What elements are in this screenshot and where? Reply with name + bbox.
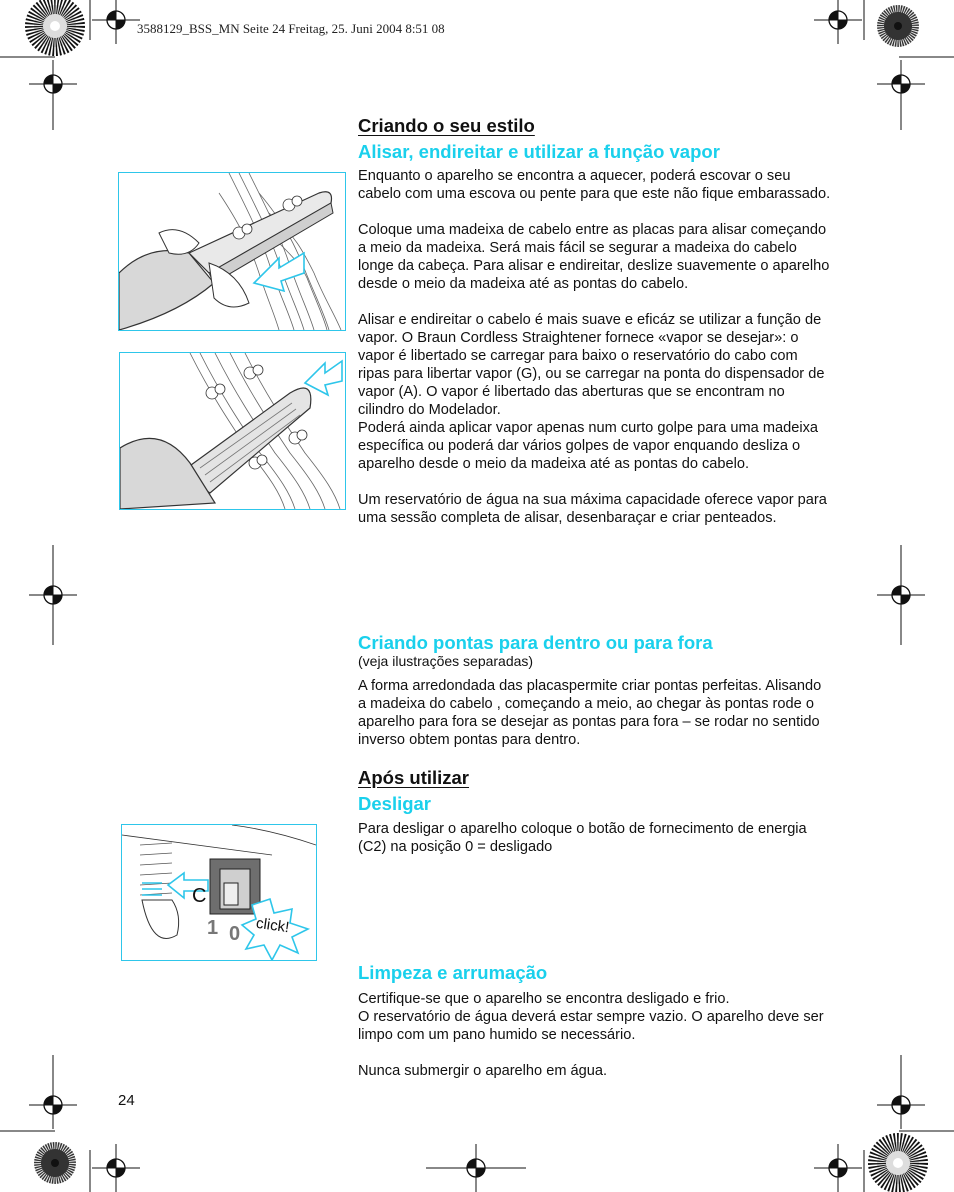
registration-wheel-bottom-left-icon bbox=[34, 1142, 76, 1184]
heading-straighten: Alisar, endireitar e utilizar a função vapor bbox=[358, 141, 720, 162]
paragraph: Um reservatório de água na sua máxima capacidade oferece vapor para uma sessão completa de alisar, desenbaraçar e criar penteados. bbox=[358, 492, 827, 526]
paragraph: Enquanto o aparelho se encontra a aquecer, poderá escovar o seu cabelo com uma escova ou pente para que este não fique embarassado. bbox=[358, 168, 831, 202]
off-text: Para desligar o aparelho coloque o botão de fornecimento de energia (C2) na posição 0 = desligado bbox=[358, 821, 807, 855]
illustration-switch-off bbox=[121, 824, 317, 961]
paragraph: Alisar e endireitar o cabelo é mais suave e eficáz se utilizar a função de vapor. O Braun Cordless Straightener fornece «vapor se desejar»: o vapor é libertado se carregar para baixo o reservatório do cabo com ripas para libertar vapor (G), ou se carregar na ponta do dispensador de vapor (A). O vapor é libertado das aberturas que se encontram no cilindro do Modelador. bbox=[358, 312, 825, 418]
heading-off: Desligar bbox=[358, 793, 432, 814]
section-title-after: Após utilizar bbox=[358, 767, 470, 788]
illustration-steam bbox=[119, 352, 346, 510]
paragraph: O reservatório de água deverá estar sempre vazio. O aparelho deve ser limpo com um pano humido se necessário. bbox=[358, 1009, 824, 1043]
paragraph: Coloque uma madeixa de cabelo entre as placas para alisar começando a meio da madeixa. Será mais fácil se segurar a madeixa do cabelo longe da cabeça. Para alisar e endireitar, deslize suavemente o aparelho desde o meio da madeixa até as pontas do cabelo. bbox=[358, 222, 830, 292]
straighten-text bbox=[358, 167, 833, 527]
heading-tips: Criando pontas para dentro ou para fora bbox=[358, 632, 713, 653]
paragraph: Nunca submergir o aparelho em água. bbox=[358, 1063, 608, 1079]
heading-clean: Limpeza e arrumação bbox=[358, 962, 548, 983]
illustration-straightening bbox=[118, 172, 346, 331]
switch-position-1: 1 bbox=[207, 917, 219, 939]
paragraph: Certifique-se que o aparelho se encontra desligado e frio. bbox=[358, 991, 730, 1007]
registration-wheel-top-left-icon bbox=[34, 5, 76, 47]
clean-text bbox=[358, 990, 833, 1080]
registration-wheel-bottom-right-icon bbox=[877, 1142, 919, 1184]
print-header: 3588129_BSS_MN Seite 24 Freitag, 25. Juni 2004 8:51 08 bbox=[137, 21, 445, 36]
registration-mark-icon bbox=[92, 1144, 140, 1192]
steam-illustration-icon bbox=[120, 353, 345, 509]
figure-letter: C bbox=[192, 885, 207, 907]
page-number: 24 bbox=[118, 1092, 135, 1109]
switch-illustration-icon bbox=[122, 825, 316, 960]
registration-wheel-top-right-icon bbox=[877, 5, 919, 47]
registration-mark-icon bbox=[92, 0, 140, 44]
straightener-illustration-icon bbox=[119, 173, 345, 330]
tips-note: (veja ilustrações separadas) bbox=[358, 653, 534, 669]
section-title-style: Criando o seu estilo bbox=[358, 115, 535, 136]
registration-mark-icon bbox=[814, 0, 862, 44]
tips-text: A forma arredondada das placaspermite criar pontas perfeitas. Alisando a madeixa do cabelo , começando a meio, ao chegar às pontas rode o aparelho para fora se desejar as pontas para fora – se rodar no sentido inverso obtem pontas para dentro. bbox=[358, 678, 822, 748]
paragraph: Poderá ainda aplicar vapor apenas num curto golpe para uma madeixa específica ou poderá dar vários golpes de vapor enquando desliza o aparelho desde o meio da madeixa até as pontas do cabelo. bbox=[358, 420, 818, 472]
click-label: click! bbox=[254, 914, 291, 937]
switch-position-0: 0 bbox=[229, 923, 241, 945]
registration-mark-icon bbox=[814, 1144, 862, 1192]
